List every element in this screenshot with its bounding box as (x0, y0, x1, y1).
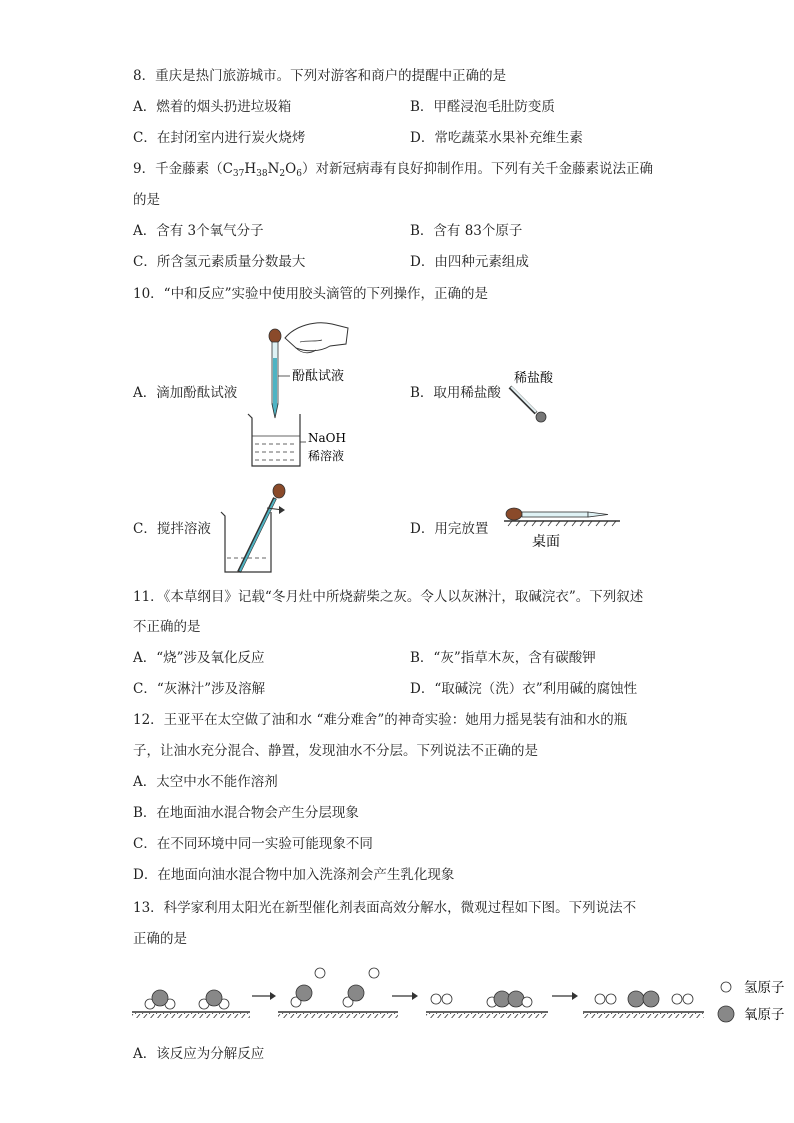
q10-option-b: B．取用稀盐酸 (410, 385, 501, 401)
q9-option-c: C．所含氢元素质量分数最大 (133, 254, 306, 270)
q12-option-c: C．在不同环境中同一实验可能现象不同 (133, 836, 373, 852)
q12-option-b: B．在地面油水混合物会产生分层现象 (133, 805, 359, 821)
figure-dropper-on-desk (500, 500, 630, 560)
label-dilute-solution: 稀溶液 (308, 449, 345, 463)
q11-option-d: D．“取碱浣（洗）衣”利用碱的腐蚀性 (410, 681, 638, 697)
q8-option-d: D．常吃蔬菜水果补充维生素 (410, 130, 583, 146)
q11-option-c: C．“灰淋汁”涉及溶解 (133, 681, 266, 697)
q10-option-c: C．搅拌溶液 (133, 521, 211, 537)
q13-stem: 13．科学家利用太阳光在新型催化剂表面高效分解水，微观过程如下图。下列说法不 (133, 900, 637, 916)
legend-oxygen-atom-icon (718, 1006, 734, 1022)
q8-option-b: B．甲醛浸泡毛肚防变质 (410, 99, 555, 115)
q11-stem-cont: 不正确的是 (133, 619, 201, 635)
legend-hydrogen-atom-icon (721, 982, 731, 992)
q8-option-c: C．在封闭室内进行炭火烧烤 (133, 130, 306, 146)
q9-stem: 9．千金藤素$(C_{37}H_{38}N_2O_6)$对新冠病毒有良好抑制作用。下列有关千金藤素说法正确 (133, 161, 653, 179)
q8-option-a: A．燃着的烟头扔进垃圾箱 (133, 99, 292, 115)
q9-option-d: D．由四种元素组成 (410, 254, 529, 270)
q11-stem: 11．《本草纲目》记载“冬月灶中所烧薪柴之灰。令人以灰淋汁，取碱浣衣”。下列叙述 (133, 589, 644, 605)
q10-option-a: A．滴加酚酞试液 (133, 385, 238, 401)
q8-stem: 8．重庆是热门旅游城市。下列对游客和商户的提醒中正确的是 (133, 68, 507, 84)
label-naoh: NaOH (308, 431, 346, 445)
figure-stirring-beaker (215, 478, 295, 578)
q11-option-b: B．“灰”指草木灰，含有碳酸钾 (410, 650, 596, 666)
label-desk: 桌面 (532, 534, 560, 550)
q11-option-a: A．“烧”涉及氧化反应 (133, 650, 265, 666)
figure-dropper-over-beaker (240, 318, 370, 478)
q9-stem-cont: 的是 (133, 192, 160, 208)
q12-stem: 12．王亚平在太空做了油和水 “难分难舍”的神奇实验：她用力摇晃装有油和水的瓶 (133, 712, 628, 728)
q13-option-a: A．该反应为分解反应 (133, 1046, 265, 1062)
q12-option-d: D．在地面向油水混合物中加入洗涤剂会产生乳化现象 (133, 867, 455, 883)
figure-inverted-dropper (500, 365, 570, 425)
label-phenolphthalein: 酚酞试液 (292, 369, 345, 384)
q12-option-a: A．太空中水不能作溶剂 (133, 774, 278, 790)
q9-option-a: A．含有 3个氧气分子 (133, 223, 264, 239)
label-dilute-hcl: 稀盐酸 (514, 371, 554, 386)
figure-water-decomposition (128, 960, 794, 1030)
q13-stem-cont: 正确的是 (133, 931, 187, 947)
legend-oxygen-label: 氧原子 (744, 1007, 785, 1023)
q9-option-b: B．含有 83个原子 (410, 223, 523, 239)
q12-stem-cont: 子，让油水充分混合、静置，发现油水不分层。下列说法不正确的是 (133, 743, 538, 759)
q10-option-d: D．用完放置 (410, 521, 489, 537)
q10-stem: 10．“中和反应”实验中使用胶头滴管的下列操作，正确的是 (133, 286, 488, 302)
legend-hydrogen-label: 氢原子 (744, 980, 785, 996)
